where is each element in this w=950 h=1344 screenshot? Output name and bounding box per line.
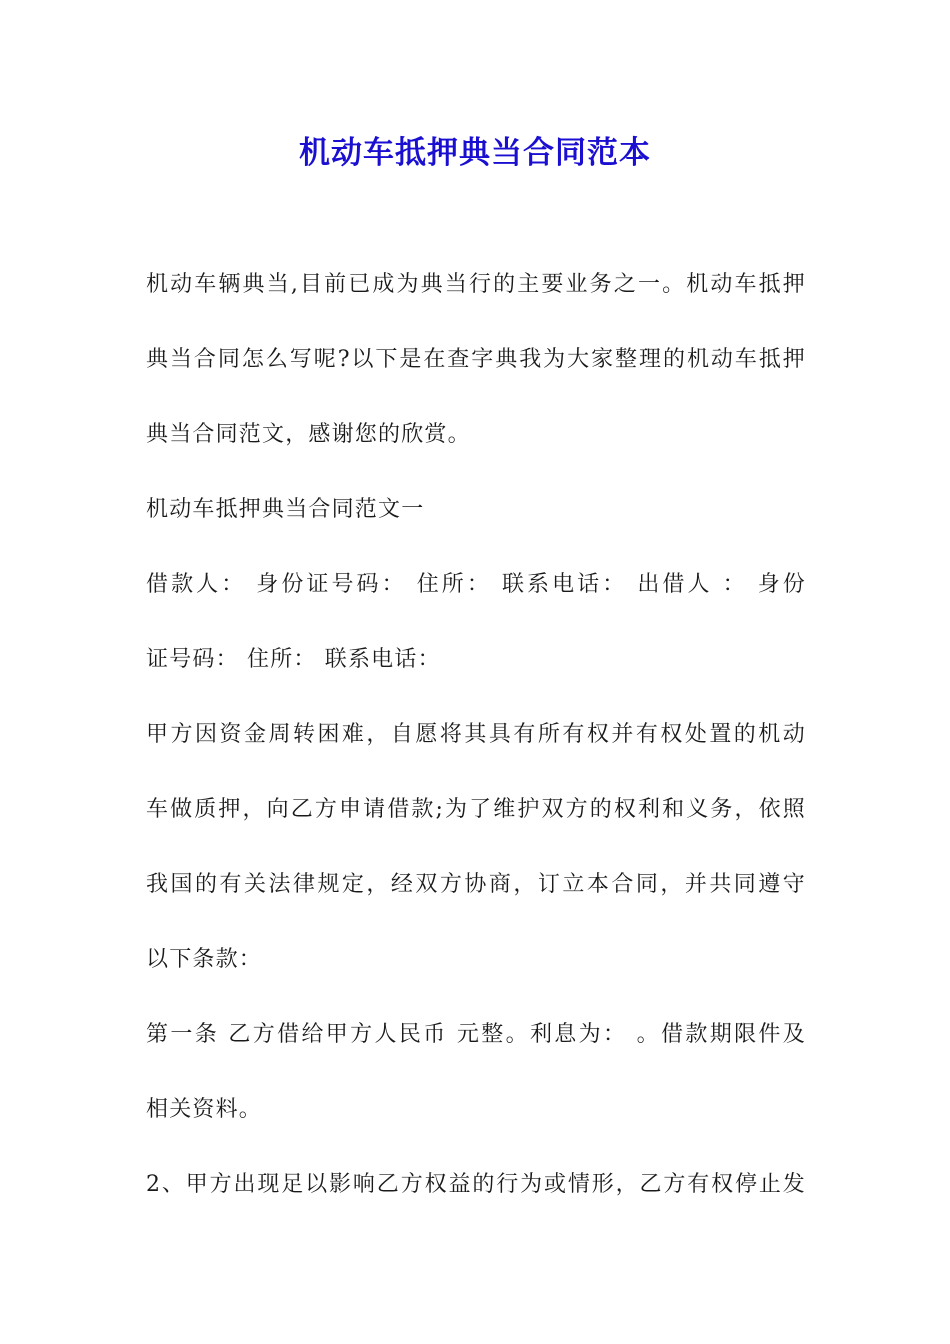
document-title: 机动车抵押典当合同范本 (299, 135, 651, 171)
body-line: 车做质押，向乙方申请借款;为了维护双方的权利和义务，依照 (146, 797, 806, 822)
body-line: 相关资料。 (146, 1097, 263, 1122)
body-line: 甲方因资金周转困难，自愿将其具有所有权并有权处置的机动 (146, 722, 806, 747)
document-body (146, 260, 806, 1235)
body-line: 机动车辆典当,目前已成为典当行的主要业务之一。机动车抵押 (146, 272, 806, 297)
body-line: 证号码： 住所： 联系电话： (146, 647, 441, 672)
body-line: 2、甲方出现足以影响乙方权益的行为或情形，乙方有权停止发 (146, 1172, 806, 1197)
body-line: 借款人： 身份证号码： 住所： 联系电话： 出借人 ： 身份 (146, 572, 806, 597)
section-heading: 机动车抵押典当合同范文一 (146, 497, 425, 522)
body-line: 以下条款： (146, 947, 263, 972)
body-line: 典当合同怎么写呢?以下是在查字典我为大家整理的机动车抵押 (146, 347, 806, 372)
body-line: 我国的有关法律规定，经双方协商，订立本合同，并共同遵守 (146, 872, 806, 897)
body-line: 第一条 乙方借给甲方人民币 元整。利息为： 。借款期限件及 (146, 1022, 806, 1047)
body-line: 典当合同范文，感谢您的欣赏。 (146, 422, 471, 447)
